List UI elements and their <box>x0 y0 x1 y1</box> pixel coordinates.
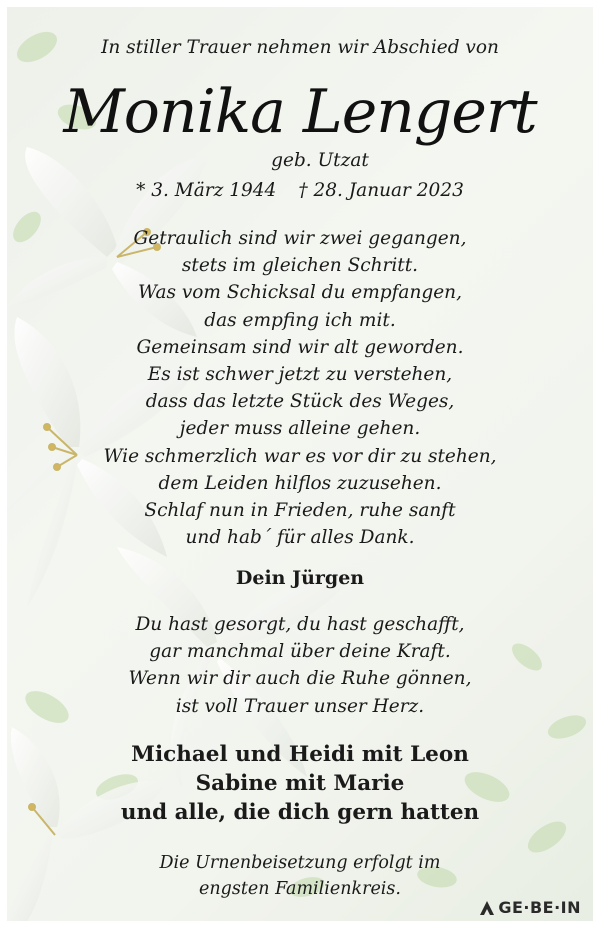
poem-line: stets im gleichen Schritt. <box>181 255 419 277</box>
poem-line: Es ist schwer jetzt zu verstehen, <box>147 364 453 386</box>
family-line: und alle, die dich gern hatten <box>120 800 480 825</box>
family-line: Michael und Heidi mit Leon <box>131 742 469 767</box>
poem-line: Schlaf nun in Frieden, ruhe sanft <box>144 500 456 522</box>
obituary-notice <box>7 7 593 921</box>
poem-line: Was vom Schicksal du empfangen, <box>138 282 462 304</box>
signature: Dein Jürgen <box>235 567 365 589</box>
note-line: Die Urnenbeisetzung erfolgt im <box>159 853 441 873</box>
verse-line: Du hast gesorgt, du hast geschafft, <box>135 614 465 635</box>
poem-line: und hab´ für alles Dank. <box>185 527 415 549</box>
burial-note <box>7 850 593 902</box>
family-mourners <box>7 740 593 827</box>
brand-mark-icon <box>479 900 495 916</box>
family-line: Sabine mit Marie <box>195 771 405 796</box>
note-line: engsten Familienkreis. <box>199 879 401 899</box>
poem-line: dem Leiden hilflos zuzusehen. <box>158 472 442 494</box>
deceased-name: Monika Lengert <box>63 77 537 147</box>
death-date: † 28. Januar 2023 <box>298 180 464 201</box>
second-verse <box>7 611 593 720</box>
poem-line: Gemeinsam sind wir alt geworden. <box>136 336 464 358</box>
poem-line: Wie schmerzlich war es vor dir zu stehen, <box>103 445 497 467</box>
verse-line: gar manchmal über deine Kraft. <box>149 641 451 663</box>
verse-line: ist voll Trauer unser Herz. <box>175 695 425 717</box>
birth-name: geb. Utzat <box>271 150 369 171</box>
birth-date: * 3. März 1944 <box>136 180 277 201</box>
poem <box>7 225 593 551</box>
poem-line: Getraulich sind wir zwei gegangen, <box>133 228 467 249</box>
poem-line: dass das letzte Stück des Weges, <box>145 391 455 413</box>
poem-line: jeder muss alleine gehen. <box>179 418 421 440</box>
poem-line: das empfing ich mit. <box>204 309 396 331</box>
intro-line: In stiller Trauer nehmen wir Abschied von <box>101 37 499 58</box>
verse-line: Wenn wir dir auch die Ruhe gönnen, <box>128 668 472 690</box>
brand-logo <box>479 898 581 917</box>
brand-text: GE·BE·IN <box>498 898 581 917</box>
life-dates <box>7 180 593 201</box>
